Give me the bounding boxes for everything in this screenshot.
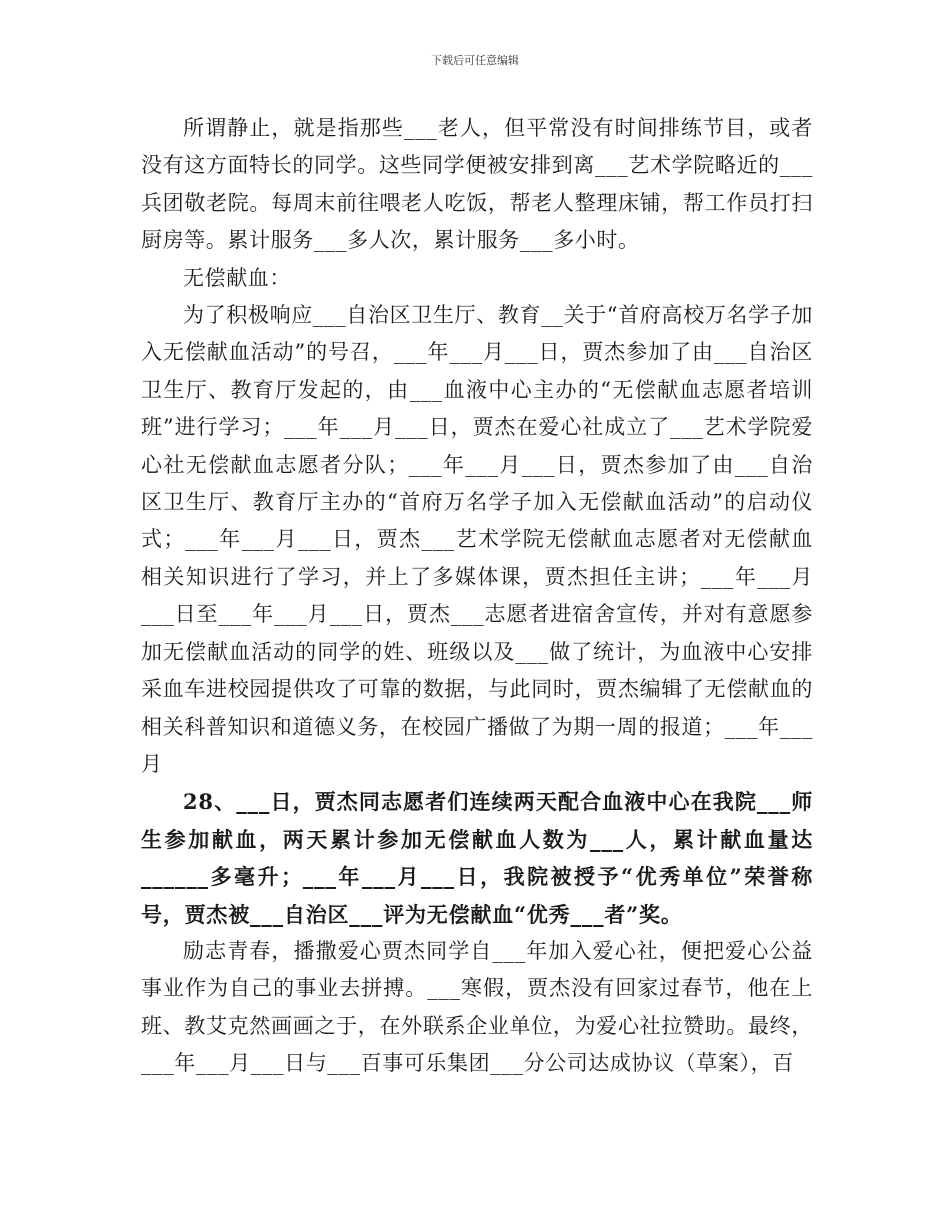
paragraph-elderly-service: 所谓静止，就是指那些___老人，但平常没有时间排练节目，或者没有这方面特长的同学。这些同学便被安排到离___艺术学院略近的___兵团敬老院。每周末前往喂老人吃饭，帮老人整理床铺，帮工作员打扫厨房等。累计服务___多人次，累计服务___多小时。: [141, 116, 813, 253]
document-body: [141, 110, 813, 1083]
paragraph-blood-donation-bold: 28、___日，贾杰同志愿者们连续两天配合血液中心在我院___师生参加献血，两天累计参加无偿献血人数为___人，累计献血量达______多毫升；___年___月___日，我院被授予“优秀单位”荣誉称号，贾杰被___自治区___评为无偿献血“优秀___者”奖。: [141, 789, 813, 927]
section-heading-blood-donation: 无偿献血：: [183, 265, 291, 290]
paragraph-blood-donation: 为了积极响应___自治区卫生厅、教育__关于“首府高校万名学子加入无偿献血活动”的号召，___年___月___日，贾杰参加了由___自治区卫生厅、教育厅发起的，由___血液中心主办的“无偿献血志愿者培训班”进行学习；___年___月___日，贾杰在爱心社成立了___艺术学院爱心社无偿献血志愿者分队；___年___月___日，贾杰参加了由___自治区卫生厅、教育厅主办的“首府万名学子加入无偿献血活动”的启动仪式；___年___月___日，贾杰___艺术学院无偿献血志愿者对无偿献血相关知识进行了学习，并上了多媒体课，贾杰担任主讲；___年___月___日至___年___月___日，贾杰___志愿者进宿舍宣传，并对有意愿参加无偿献血活动的同学的姓、班级以及___做了统计，为血液中心安排采血车进校园提供攻了可靠的数据，与此同时，贾杰编辑了无偿献血的相关科普知识和道德义务，在校园广播做了为期一周的报道；___年___月: [141, 303, 813, 776]
paragraph-inspiration: 励志青春，播撒爱心贾杰同学自___年加入爱心社，便把爱心公益事业作为自己的事业去拼搏。___寒假，贾杰没有回家过春节，他在上班、教艾克然画画之于，在外联系企业单位，为爱心社拉赞助。最终，___年___月___日与___百事可乐集团___分公司达成协议（草案），百: [141, 938, 813, 1076]
page-header: 下载后可任意编辑: [431, 54, 519, 67]
